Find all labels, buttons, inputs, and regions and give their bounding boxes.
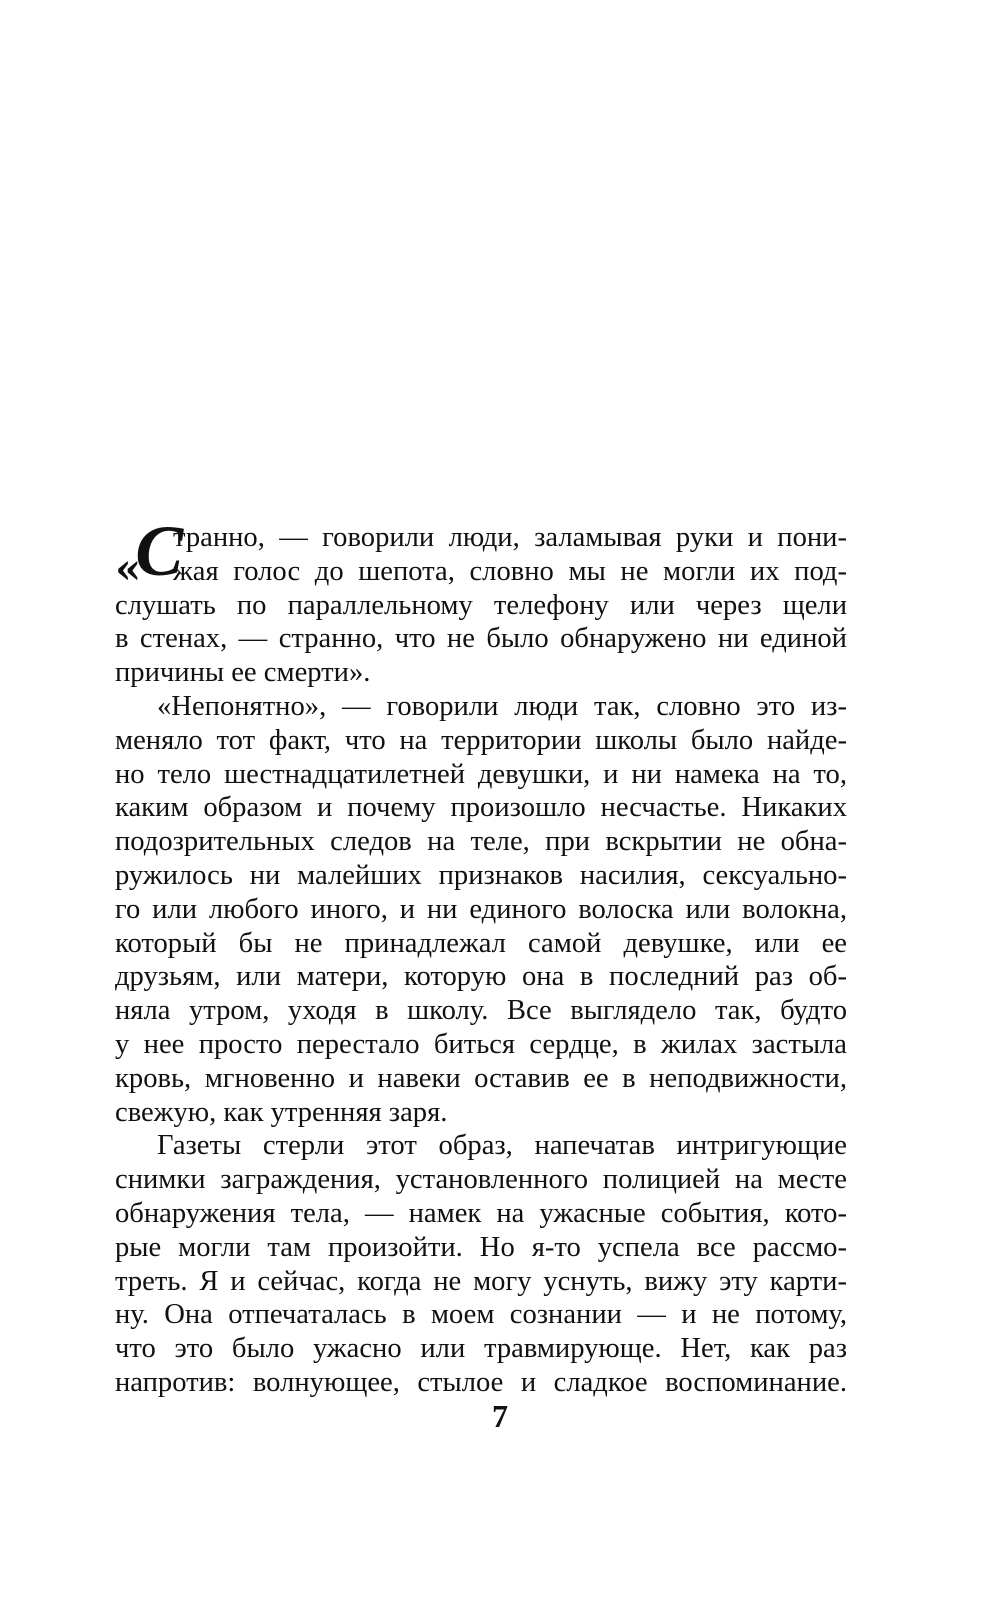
- text-line: ну. Она отпечаталась в моем сознании — и не потому,: [115, 1299, 847, 1331]
- paragraph-3: [115, 1129, 847, 1399]
- text-line: слушать по параллельному телефону или через щели: [115, 589, 847, 621]
- text-line: Газеты стерли этот образ, напечатав интригующие: [157, 1130, 847, 1162]
- paragraph-1: [115, 511, 847, 690]
- dropcap-quote: «: [115, 544, 142, 593]
- text-line: обнаружения тела, — намек на ужасные события, кото-: [115, 1197, 847, 1229]
- text-line: кровь, мгновенно и навеки оставив ее в неподвижности,: [115, 1062, 847, 1094]
- text-line: каким образом и почему произошло несчастье. Никаких: [115, 792, 847, 824]
- dropcap: [115, 511, 184, 593]
- dropcap-letter: С: [135, 511, 184, 591]
- dropcap-lines: [115, 511, 847, 593]
- text-line: но тело шестнадцатилетней девушки, и ни намека на то,: [115, 758, 847, 790]
- text-line: го или любого иного, и ни единого волоска или волокна,: [115, 893, 847, 925]
- text-line: в стенах, — странно, что не было обнаружено ни единой: [115, 623, 847, 655]
- text-line: меняло тот факт, что на территории школы было найде-: [115, 724, 847, 756]
- text-line: который бы не принадлежал самой девушке, или ее: [115, 927, 847, 959]
- text-line: транно, — говорили люди, заламывая руки и пони-: [173, 522, 847, 553]
- page-number: 7: [492, 1398, 508, 1434]
- text-line: что это было ужасно или травмирующе. Нет, как раз: [115, 1333, 847, 1365]
- text-line: рые могли там произойти. Но я-то успела все рассмо-: [115, 1231, 847, 1263]
- text-line: у нее просто перестало биться сердце, в жилах застыла: [115, 1028, 847, 1060]
- text-line: напротив: волнующее, стылое и сладкое воспоминание.: [115, 1366, 847, 1398]
- text-line: причины ее смерти».: [115, 657, 371, 689]
- text-line: свежую, как утренняя заря.: [115, 1096, 448, 1128]
- text-line: няла утром, уходя в школу. Все выглядело так, будто: [115, 995, 847, 1027]
- text-line: снимки заграждения, установленного полицией на месте: [115, 1164, 847, 1196]
- text-line: «Непонятно», — говорили люди так, словно это из-: [157, 690, 847, 722]
- body-text: [115, 511, 847, 1400]
- text-line: друзьям, или матери, которую она в последний раз об-: [115, 961, 847, 993]
- text-line: жая голос до шепота, словно мы не могли их под-: [173, 555, 847, 587]
- text-line: ружилось ни малейших признаков насилия, сексуально-: [115, 859, 847, 891]
- text-line: треть. Я и сейчас, когда не могу уснуть, вижу эту карти-: [115, 1265, 847, 1297]
- text-line: подозрительных следов на теле, при вскрытии не обна-: [115, 826, 847, 858]
- paragraph-2: [115, 690, 847, 1129]
